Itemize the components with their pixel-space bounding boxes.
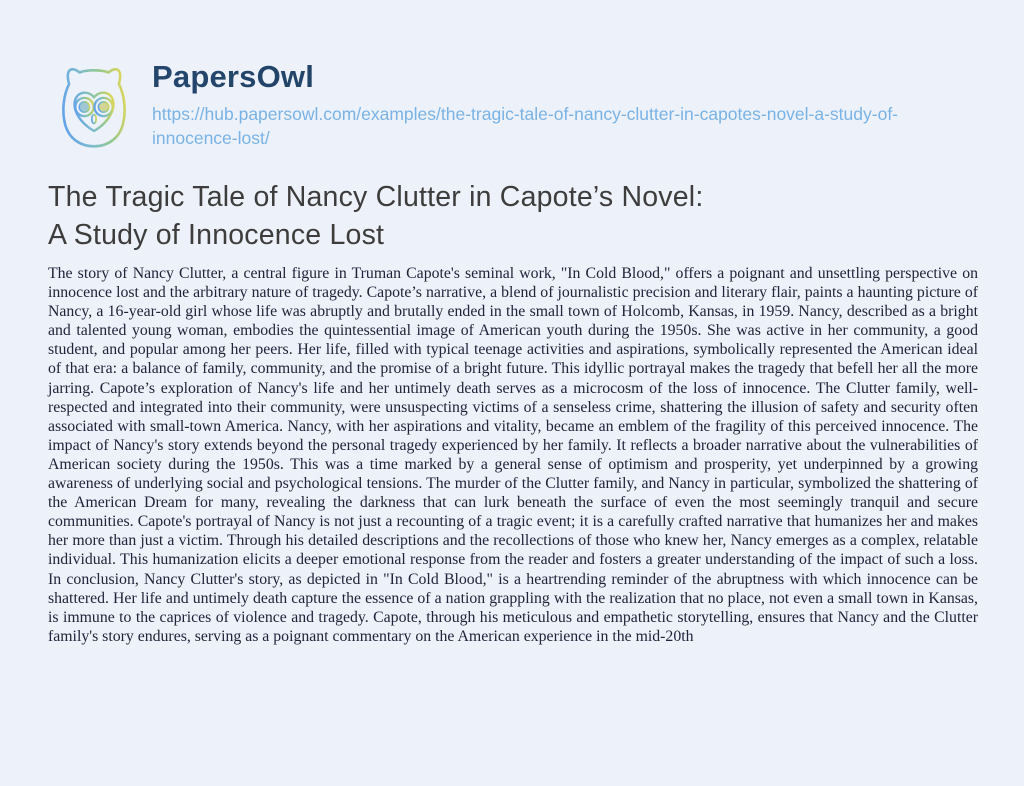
essay-body: The story of Nancy Clutter, a central figure in Truman Capote's seminal work, "In Cold Blood," offers a poignant and unsettling perspective on innocence lost and the arbitrary nature of tragedy. Capote’s narrative, a blend of journalistic precision and literary flair, paints a haunting picture of Nancy, a 16-year-old girl whose life was abruptly and brutally ended in the small town of Holcomb, Kansas, in 1959. Nancy, described as a bright and talented young woman, embodies the quintessential image of American youth during the 1950s. She was active in her community, a good student, and popular among her peers. Her life, filled with typical teenage activities and aspirations, symbolically represented the American ideal of that era: a balance of family, community, and the promise of a bright future. This idyllic portrayal makes the tragedy that befell her all the more jarring. Capote’s exploration of Nancy's life and her untimely death serves as a microcosm of the loss of innocence. The Clutter family, well-respected and integrated into their community, were unsuspecting victims of a senseless crime, shattering the illusion of safety and security often associated with small-town America. Nancy, with her aspirations and vitality, became an emblem of the fragility of this perceived innocence. The impact of Nancy's story extends beyond the personal tragedy experienced by her family. It reflects a broader narrative about the vulnerabilities of American society during the 1950s. This was a time marked by a general sense of optimism and prosperity, yet underpinned by a growing awareness of underlying social and psychological tensions. The murder of the Clutter family, and Nancy in particular, symbolized the shattering of the American Dream for many, revealing the darkness that can lurk beneath the surface of even the most seemingly tranquil and secure communities. Capote's portrayal of Nancy is not just a recounting of a tragic event; it is a carefully crafted narrative that humanizes her and makes her more than just a victim. Through his detailed descriptions and the recollections of those who knew her, Nancy emerges as a complex, relatable individual. This humanization elicits a deeper emotional response from the reader and fosters a greater understanding of the impact of such a loss. In conclusion, Nancy Clutter's story, as depicted in "In Cold Blood," is a heartrending reminder of the abruptness with which innocence can be shattered. Her life and untimely death capture the essence of a nation grappling with the realization that no place, not even a small town in Kansas, is immune to the caprices of violence and tragedy. Capote, through his meticulous and empathetic storytelling, ensures that Nancy and the Clutter family's story endures, serving as a poignant commentary on the American experience in the mid-20th [48, 265, 978, 645]
header-text [152, 56, 952, 150]
papersowl-logo-link[interactable] [48, 56, 140, 158]
header [48, 56, 978, 158]
page-url-link[interactable]: https://hub.papersowl.com/examples/the-tragic-tale-of-nancy-clutter-in-capotes-novel-a-study-of-innocence-lost/ [152, 104, 899, 148]
page-title-line-2: A Study of Innocence Lost [48, 219, 385, 251]
page-title-line-1: The Tragic Tale of Nancy Clutter in Capote’s Novel: [48, 181, 704, 213]
brand-name[interactable]: PapersOwl [152, 58, 952, 96]
owl-icon [48, 56, 140, 158]
page-title [48, 178, 978, 254]
